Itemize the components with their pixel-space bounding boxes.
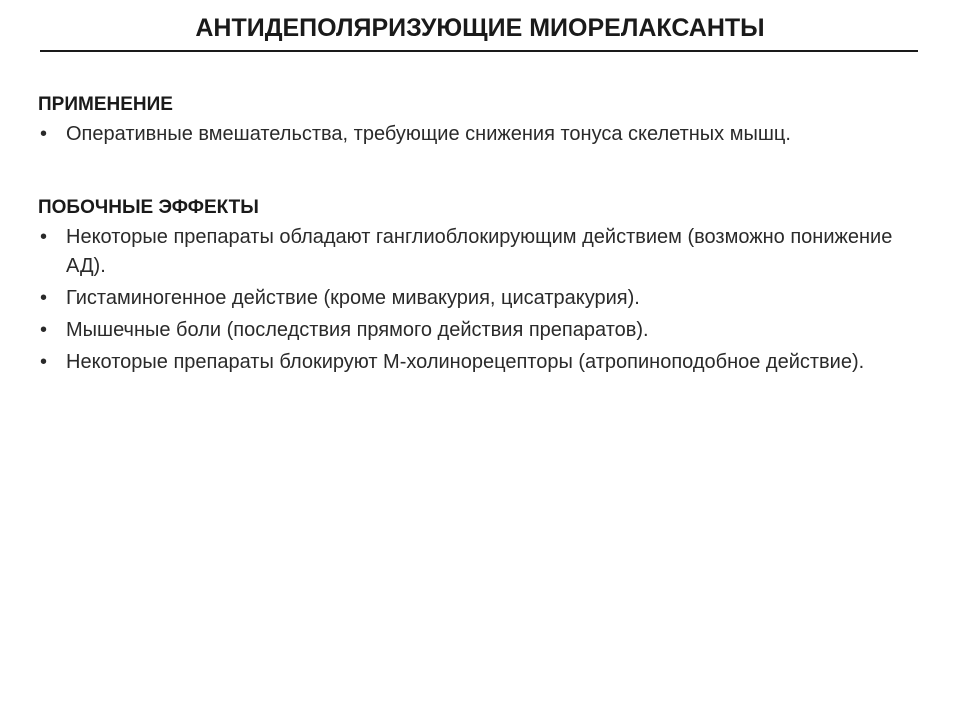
title-underline xyxy=(40,50,918,52)
section-application xyxy=(38,90,898,149)
section-heading: ПРИМЕНЕНИЕ xyxy=(38,94,173,115)
list-item xyxy=(38,223,898,281)
section-heading: ПОБОЧНЫЕ ЭФФЕКТЫ xyxy=(38,197,259,218)
list-item-text: Гистаминогенное действие (кроме мивакурия, цисатракурия). xyxy=(66,287,640,309)
bullet-icon: • xyxy=(40,319,48,341)
section-side-effects xyxy=(38,193,898,377)
list-item xyxy=(38,348,898,377)
list-item-text: Некоторые препараты обладают ганглиоблокирующим действием (возможно понижение АД). xyxy=(66,226,893,277)
list-item-text: Оперативные вмешательства, требующие снижения тонуса скелетных мышц. xyxy=(66,123,791,145)
bullet-icon: • xyxy=(40,287,48,309)
slide-content xyxy=(38,90,898,380)
bullet-list xyxy=(38,120,898,149)
list-item-text: Мышечные боли (последствия прямого действия препаратов). xyxy=(66,319,649,341)
list-item xyxy=(38,316,898,345)
list-item-text: Некоторые препараты блокируют М-холинорецепторы (атропиноподобное действие). xyxy=(66,351,865,373)
bullet-icon: • xyxy=(40,123,48,145)
bullet-list xyxy=(38,223,898,377)
list-item xyxy=(38,120,898,149)
slide-title: АНТИДЕПОЛЯРИЗУЮЩИЕ МИОРЕЛАКСАНТЫ xyxy=(195,14,765,42)
bullet-icon: • xyxy=(40,351,48,373)
list-item xyxy=(38,284,898,313)
bullet-icon: • xyxy=(40,226,48,248)
